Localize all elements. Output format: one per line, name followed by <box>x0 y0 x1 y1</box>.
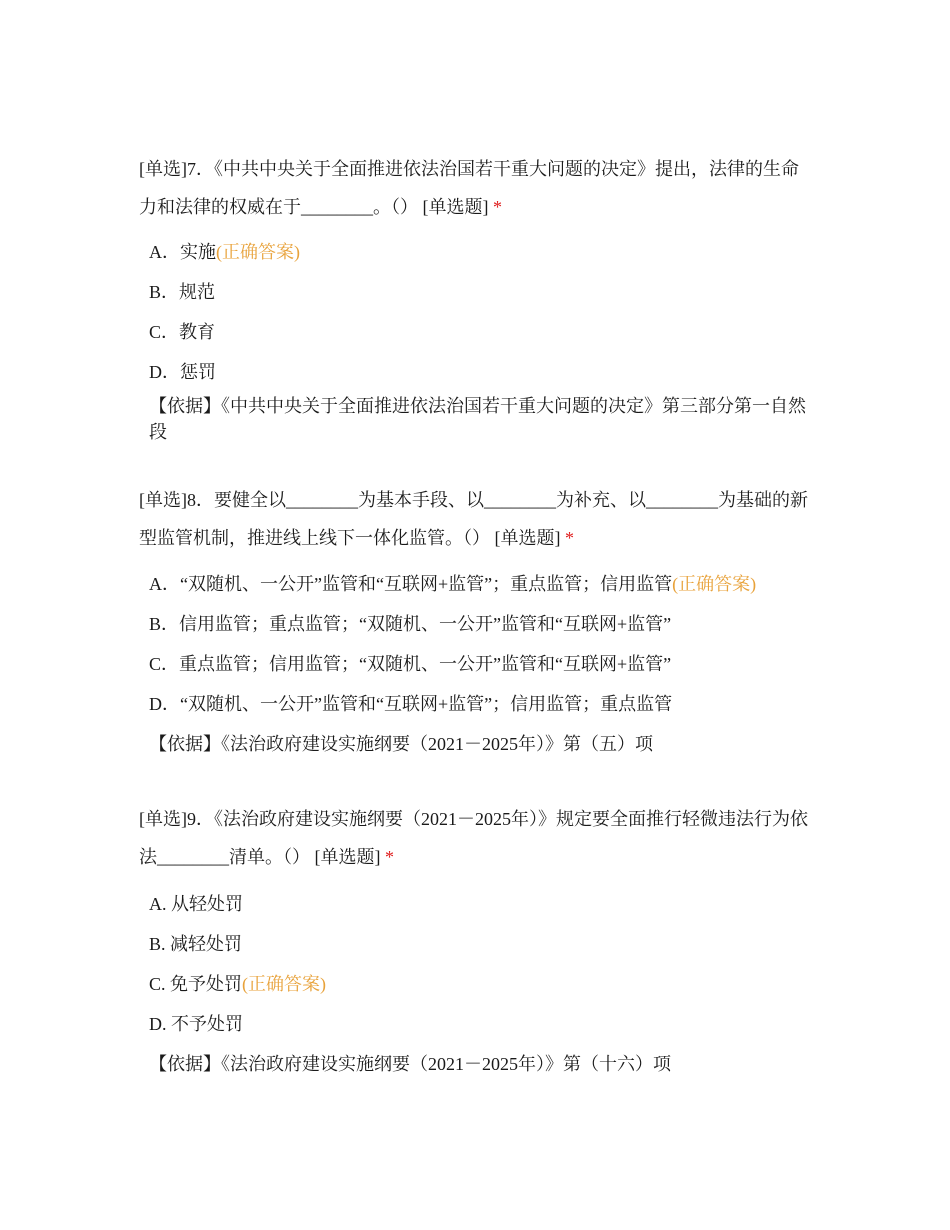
question-type-label: [单选题] <box>314 847 381 867</box>
option-label: D．“双随机、一公开”监管和“互联网+监管”；信用监管；重点监管 <box>149 694 673 714</box>
question-stem <box>139 481 809 557</box>
option-label: C．重点监管；信用监管；“双随机、一公开”监管和“互联网+监管” <box>149 654 672 674</box>
option-label: D. 不予处罚 <box>149 1014 243 1034</box>
question-stem <box>139 150 809 226</box>
option-label: B. 减轻处罚 <box>149 934 243 954</box>
option-d[interactable] <box>149 1012 243 1036</box>
option-label: A. 从轻处罚 <box>149 894 243 914</box>
required-mark: * <box>565 528 574 548</box>
option-label: D．惩罚 <box>149 362 216 382</box>
option-c[interactable] <box>149 972 326 996</box>
correct-answer-tag: (正确答案) <box>216 242 300 262</box>
question-text: [单选]7．《中共中央关于全面推进依法治国若干重大问题的决定》提出，法律的生命力和法律的权威在于________。（） <box>139 159 799 217</box>
option-a[interactable] <box>149 892 243 916</box>
option-a[interactable] <box>149 572 756 596</box>
question-type-label: [单选题] <box>494 528 561 548</box>
option-b[interactable] <box>149 280 215 304</box>
basis-note: 【依据】《法治政府建设实施纲要（2021－2025年）》第（十六）项 <box>149 1054 671 1074</box>
option-b[interactable] <box>149 932 242 956</box>
option-label: C．教育 <box>149 322 216 342</box>
option-c[interactable] <box>149 652 671 676</box>
option-a[interactable] <box>149 240 300 264</box>
correct-answer-tag: (正确答案) <box>242 974 327 994</box>
option-label: A．实施 <box>149 242 216 262</box>
option-d[interactable] <box>149 360 216 384</box>
option-label: C. 免予处罚 <box>149 974 243 994</box>
option-label: B．规范 <box>149 282 216 302</box>
question-text: [单选]9．《法治政府建设实施纲要（2021－2025年）》规定要全面推行轻微违法行为依法________清单。（） <box>139 809 808 867</box>
question-type-label: [单选题] <box>422 197 489 217</box>
option-b[interactable] <box>149 612 671 636</box>
question-text: [单选]8．要健全以________为基本手段、以________为补充、以________为基础的新型监管机制，推进线上线下一体化监管。（） <box>139 490 808 548</box>
basis-note: 【依据】《中共中央关于全面推进依法治国若干重大问题的决定》第三部分第一自然段 <box>149 396 806 442</box>
question-stem <box>139 800 809 876</box>
correct-answer-tag: (正确答案) <box>672 574 757 594</box>
required-mark: * <box>385 847 394 867</box>
option-c[interactable] <box>149 320 215 344</box>
required-mark: * <box>493 197 502 217</box>
option-d[interactable] <box>149 692 672 716</box>
option-label: B．信用监管；重点监管；“双随机、一公开”监管和“互联网+监管” <box>149 614 672 634</box>
basis-note: 【依据】《法治政府建设实施纲要（2021－2025年）》第（五）项 <box>149 734 653 754</box>
option-label: A．“双随机、一公开”监管和“互联网+监管”；重点监管；信用监管 <box>149 574 673 594</box>
